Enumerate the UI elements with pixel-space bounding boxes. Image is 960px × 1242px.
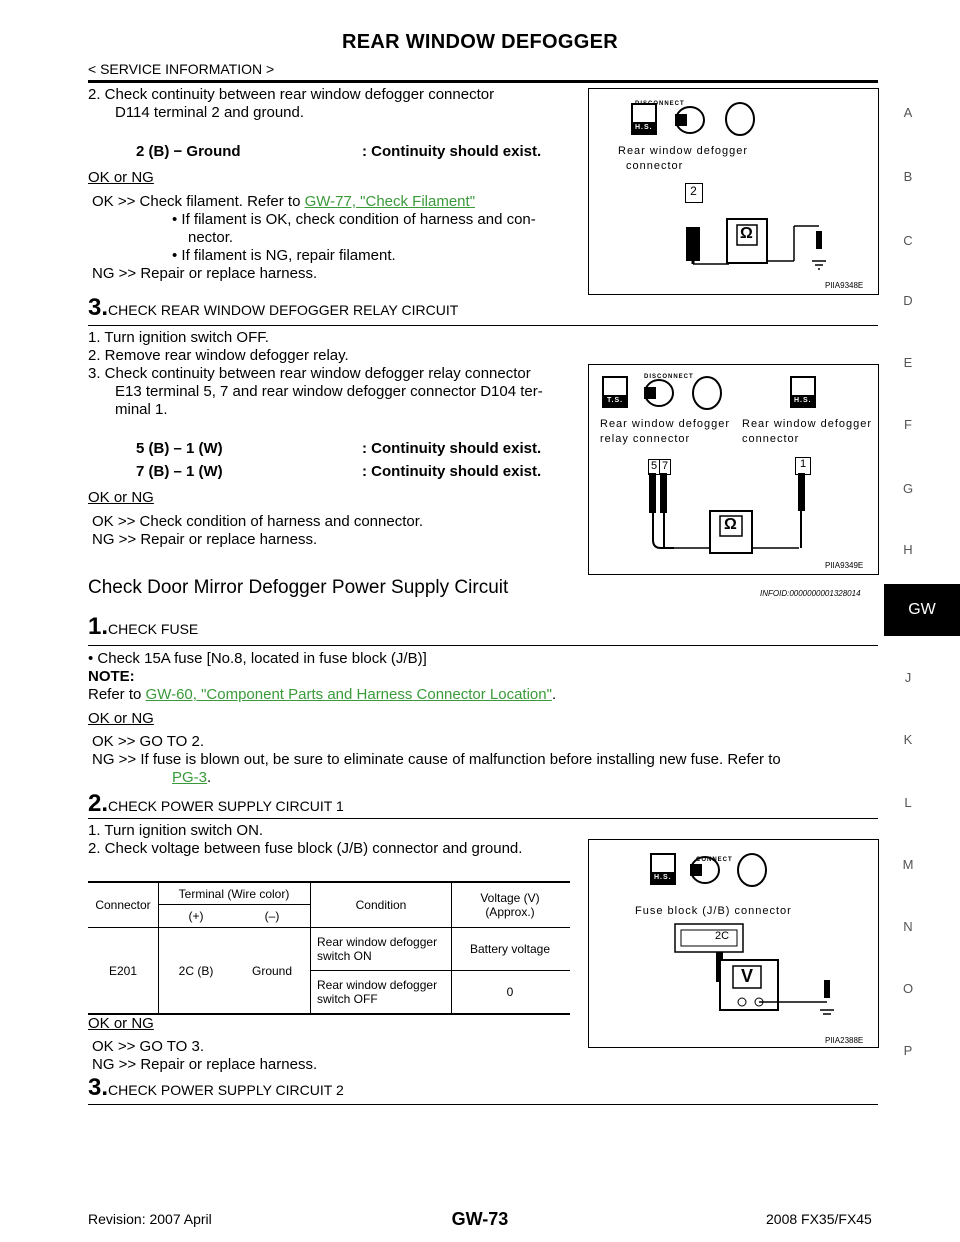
ohm-meter-icon: Ω <box>724 516 737 533</box>
figure-code: PIIA9349E <box>825 561 864 570</box>
step-header <box>88 1074 344 1102</box>
step-number: 1. <box>88 613 109 640</box>
cell-plus: 2C (B) <box>178 963 214 978</box>
th-minus: (–) <box>264 909 280 923</box>
th-terminal: Terminal (Wire color) <box>158 883 310 905</box>
step-text: 2. Remove rear window defogger relay. <box>88 347 349 364</box>
hs-icon: H.S. <box>635 124 653 131</box>
th-connector: Connector <box>88 883 159 927</box>
voltage-table <box>88 881 570 1015</box>
ts-icon: T.S. <box>607 397 624 404</box>
diagram-label: Rear window defogger <box>600 418 731 430</box>
page-number: GW-73 <box>451 1209 509 1229</box>
bullet: • Check 15A fuse [No.8, located in fuse block (J/B)] <box>88 650 427 667</box>
step-label: CHECK FUSE <box>108 621 199 637</box>
step-rule <box>88 818 878 819</box>
diagram-defogger-connector <box>588 88 879 295</box>
hs-icon: H.S. <box>794 397 812 404</box>
step-number: 2. <box>88 790 109 817</box>
section-title: Check Door Mirror Defogger Power Supply Circuit <box>88 577 509 598</box>
cell-voltage: Battery voltage <box>469 942 551 956</box>
ok-line: OK >> Check condition of harness and connector. <box>92 513 424 530</box>
index-letter[interactable]: E <box>903 355 913 370</box>
ohm-meter-icon: Ω <box>740 225 753 242</box>
step-header <box>88 790 344 818</box>
pin-label: 2C <box>715 930 730 942</box>
diagram-label: Rear window defogger <box>742 418 873 430</box>
cell-voltage: 0 <box>506 985 514 999</box>
step-number: 3. <box>88 1074 109 1101</box>
spec-value: : Continuity should exist. <box>362 143 542 160</box>
ng-line: NG >> Repair or replace harness. <box>92 265 318 282</box>
ok-or-ng: OK or NG <box>88 169 154 186</box>
index-letter[interactable]: K <box>903 732 913 747</box>
connect-icon-label: CONNECT <box>696 857 733 863</box>
th-voltage: Voltage (V) (Approx.) <box>480 891 540 919</box>
diagram-1-graphic <box>589 89 878 294</box>
step-rule <box>88 645 878 646</box>
figure-code: PIIA9348E <box>825 281 864 290</box>
ok-or-ng: OK or NG <box>88 1015 154 1032</box>
step-rule <box>88 1104 878 1105</box>
ref-link[interactable]: GW-77, "Check Filament" <box>304 193 476 210</box>
step-label: CHECK REAR WINDOW DEFOGGER RELAY CIRCUIT <box>108 302 459 318</box>
index-letter[interactable]: H <box>903 542 913 557</box>
ok-line <box>92 193 475 210</box>
index-letter[interactable]: P <box>903 1043 913 1058</box>
hs-icon: H.S. <box>654 874 672 881</box>
page-subtitle: < SERVICE INFORMATION > <box>88 61 275 77</box>
refer-line <box>88 686 556 703</box>
step-rule <box>88 325 878 326</box>
page-title: REAR WINDOW DEFOGGER <box>342 31 618 53</box>
th-plus: (+) <box>188 909 204 923</box>
ok-text: OK >> Check filament. Refer to <box>92 193 305 210</box>
ref-link[interactable]: PG-3 <box>172 769 208 786</box>
ok-line: OK >> GO TO 2. <box>92 733 204 750</box>
diagram-2-graphic <box>589 365 878 574</box>
index-letter[interactable]: B <box>903 169 913 184</box>
ng-suffix: . <box>207 769 212 786</box>
ok-or-ng: OK or NG <box>88 710 154 727</box>
diagram-label: Fuse block (J/B) connector <box>635 905 792 917</box>
header-rule <box>88 80 878 83</box>
bullet: nector. <box>188 229 234 246</box>
diagram-relay-connector <box>588 364 879 575</box>
diagram-label: relay connector <box>600 433 691 445</box>
index-letter[interactable]: O <box>902 981 914 996</box>
cell-condition: Rear window defogger switch ON <box>310 928 452 970</box>
ok-or-ng: OK or NG <box>88 489 154 506</box>
index-letter[interactable]: N <box>903 919 913 934</box>
pin-label: 1 <box>795 457 811 475</box>
diagram-fuse-block-connector <box>588 839 879 1048</box>
bullet: • If filament is OK, check condition of harness and con- <box>172 211 536 228</box>
step-label: CHECK POWER SUPPLY CIRCUIT 1 <box>108 798 344 814</box>
index-letter[interactable]: C <box>903 233 913 248</box>
step-text: 1. Turn ignition switch OFF. <box>88 329 269 346</box>
cell-minus: Ground <box>251 963 293 978</box>
th-condition: Condition <box>310 883 452 927</box>
index-letter[interactable]: M <box>902 857 914 872</box>
footer-model: 2008 FX35/FX45 <box>766 1211 872 1227</box>
step-text: 3. Check continuity between rear window defogger relay connector <box>88 365 531 382</box>
ng-line: NG >> If fuse is blown out, be sure to eliminate cause of malfunction before installing new fuse. Refer to <box>92 751 781 768</box>
ng-line: NG >> Repair or replace harness. <box>92 531 318 548</box>
ok-line: OK >> GO TO 3. <box>92 1038 204 1055</box>
step-text: 2. Check continuity between rear window defogger connector <box>88 86 495 103</box>
diagram-label: connector <box>626 160 684 172</box>
step-number: 3. <box>88 294 109 321</box>
voltmeter-icon: V <box>741 966 754 986</box>
diagram-label: connector <box>742 433 800 445</box>
step-text: minal 1. <box>115 401 168 418</box>
cell-connector: E201 <box>88 928 159 1013</box>
step-text: D114 terminal 2 and ground. <box>115 104 305 121</box>
pin-label: 5 <box>648 459 660 475</box>
index-letter[interactable]: J <box>904 670 912 685</box>
info-id: INFOID:0000000001328014 <box>760 589 861 598</box>
step-text: 2. Check voltage between fuse block (J/B) connector and ground. <box>88 840 523 857</box>
ng-line: NG >> Repair or replace harness. <box>92 1056 318 1073</box>
step-label: CHECK POWER SUPPLY CIRCUIT 2 <box>108 1082 344 1098</box>
bullet: • If filament is NG, repair filament. <box>172 247 396 264</box>
index-letter[interactable]: D <box>903 293 913 308</box>
cell-condition: Rear window defogger switch OFF <box>310 971 452 1013</box>
ng-link-line <box>172 769 211 786</box>
index-letter[interactable]: L <box>904 795 912 810</box>
disconnect-icon-label: DISCONNECT <box>644 374 694 380</box>
spec-label: 5 (B) – 1 (W) <box>136 440 223 457</box>
disconnect-icon-label: DISCONNECT <box>635 101 685 107</box>
ref-link[interactable]: GW-60, "Component Parts and Harness Connector Location" <box>145 686 552 703</box>
step-text: E13 terminal 5, 7 and rear window defogger connector D104 ter- <box>115 383 543 400</box>
step-header <box>88 613 198 641</box>
spec-value: : Continuity should exist. <box>362 440 542 457</box>
step-text: 1. Turn ignition switch ON. <box>88 822 264 839</box>
figure-code: PIIA2388E <box>825 1036 864 1045</box>
step-header <box>88 294 458 322</box>
index-letter[interactable]: G <box>902 481 914 496</box>
spec-label: 2 (B) − Ground <box>136 143 241 160</box>
pin-label: 7 <box>659 459 671 475</box>
spec-label: 7 (B) – 1 (W) <box>136 463 223 480</box>
pin-label: 2 <box>685 183 703 203</box>
diagram-3-graphic <box>589 840 878 1047</box>
index-letter[interactable]: F <box>904 417 912 432</box>
spec-value: : Continuity should exist. <box>362 463 542 480</box>
diagram-label: Rear window defogger <box>618 145 749 157</box>
index-letter[interactable]: A <box>903 105 913 120</box>
refer-suffix: . <box>551 686 557 703</box>
footer-revision: Revision: 2007 April <box>88 1211 212 1227</box>
note-label: NOTE: <box>88 668 135 685</box>
refer-text: Refer to <box>88 686 146 703</box>
index-tab-active[interactable]: GW <box>884 584 960 636</box>
